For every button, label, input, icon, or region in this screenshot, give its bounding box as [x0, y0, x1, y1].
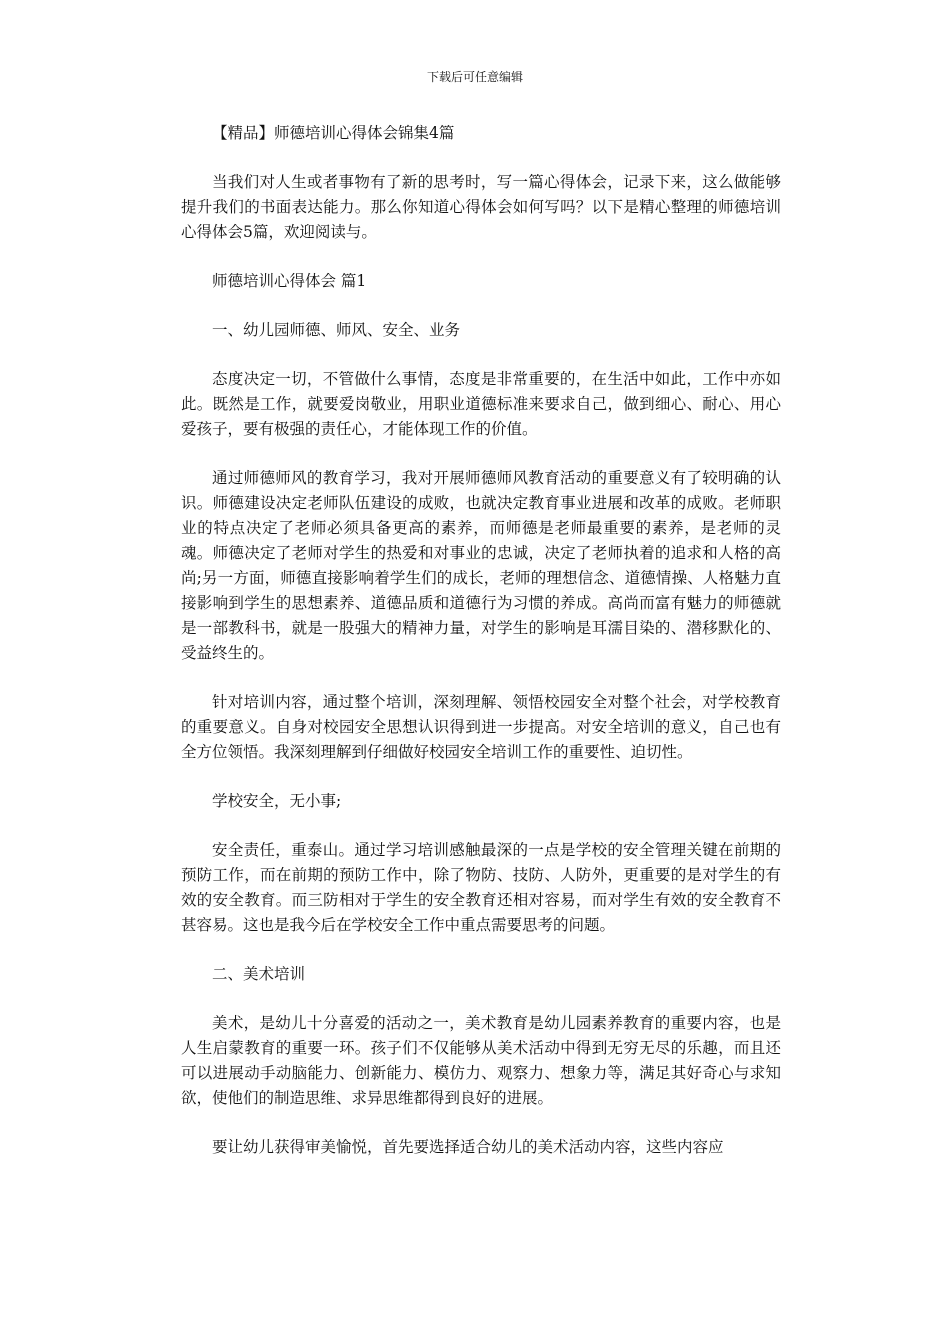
header-note: 下载后可任意编辑: [426, 70, 523, 84]
subsection-heading: 一、幼儿园师德、师风、安全、业务: [212, 321, 461, 339]
document-body: [181, 121, 781, 1184]
body-paragraph: 美术，是幼儿十分喜爱的活动之一，美术教育是幼儿园素养教育的重要内容，也是人生启蒙教育的重要一环。孩子们不仅能够从美术活动中得到无穷无尽的乐趣，而且还可以进展动手动脑能力、创新能力、模仿力、观察力、想象力等，满足其好奇心与求知欲，使他们的制造思维、求异思维都得到良好的进展。: [181, 1014, 781, 1107]
body-paragraph: 学校安全，无小事;: [212, 792, 342, 810]
intro-paragraph: 当我们对人生或者事物有了新的思考时，写一篇心得体会，记录下来，这么做能够提升我们的书面表达能力。那么你知道心得体会如何写吗？以下是精心整理的师德培训心得体会5篇，欢迎阅读与。: [181, 173, 781, 241]
section-heading: 师德培训心得体会 篇1: [212, 272, 367, 290]
body-paragraph: 态度决定一切，不管做什么事情，态度是非常重要的，在生活中如此，工作中亦如此。既然是工作，就要爱岗敬业，用职业道德标准来要求自己，做到细心、耐心、用心爱孩子，要有极强的责任心，才能体现工作的价值。: [181, 370, 781, 438]
body-paragraph: 要让幼儿获得审美愉悦，首先要选择适合幼儿的美术活动内容，这些内容应: [212, 1138, 724, 1156]
body-paragraph: 针对培训内容，通过整个培训，深刻理解、领悟校园安全对整个社会，对学校教育的重要意义。自身对校园安全思想认识得到进一步提高。对安全培训的意义，自己也有全方位领悟。我深刻理解到仔细做好校园安全培训工作的重要性、迫切性。: [181, 693, 781, 761]
document-title: 【精品】师德培训心得体会锦集4篇: [212, 124, 455, 142]
subsection-heading: 二、美术培训: [212, 965, 306, 983]
body-paragraph: 安全责任，重泰山。通过学习培训感触最深的一点是学校的安全管理关键在前期的预防工作，而在前期的预防工作中，除了物防、技防、人防外，更重要的是对学生的有效的安全教育。而三防相对于学生的安全教育还相对容易，而对学生有效的安全教育不甚容易。这也是我今后在学校安全工作中重点需要思考的问题。: [181, 841, 781, 934]
body-paragraph: 通过师德师风的教育学习，我对开展师德师风教育活动的重要意义有了较明确的认识。师德建设决定老师队伍建设的成败，也就决定教育事业进展和改革的成败。老师职业的特点决定了老师必须具备更高的素养，而师德是老师最重要的素养，是老师的灵魂。师德决定了老师对学生的热爱和对事业的忠诚，决定了老师执着的追求和人格的高尚;另一方面，师德直接影响着学生们的成长，老师的理想信念、道德情操、人格魅力直接影响到学生的思想素养、道德品质和道德行为习惯的养成。高尚而富有魅力的师德就是一部教科书，就是一股强大的精神力量，对学生的影响是耳濡目染的、潜移默化的、受益终生的。: [181, 469, 781, 662]
